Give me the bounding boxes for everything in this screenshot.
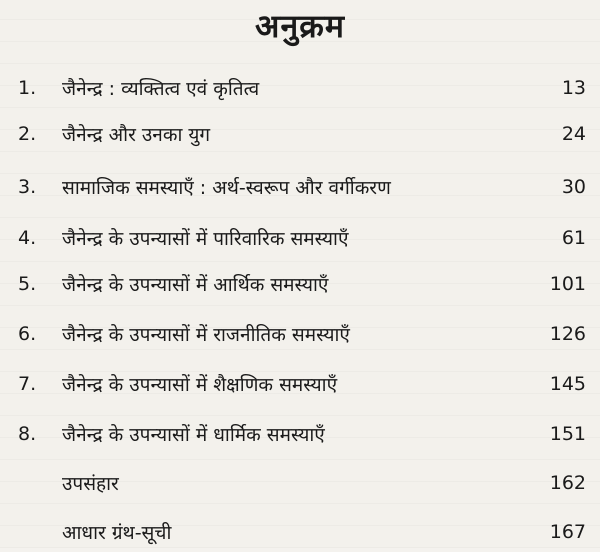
toc-entry-conclusion (0, 463, 600, 503)
entry-number: 4. (18, 227, 37, 249)
toc-entry-bibliography (0, 512, 600, 552)
entry-title: आधार ग्रंथ-सूची (62, 522, 172, 544)
entry-number: 3. (18, 176, 37, 198)
entry-number: 1. (18, 77, 37, 99)
toc-entry-1 (0, 68, 600, 108)
entry-title: उपसंहार (62, 473, 119, 495)
entry-number: 5. (18, 273, 37, 295)
entry-number: 2. (18, 123, 37, 145)
entry-title: जैनेन्द्र के उपन्यासों में धार्मिक समस्याएँ (62, 424, 325, 446)
toc-entry-2 (0, 114, 600, 154)
entry-title: जैनेन्द्र के उपन्यासों में शैक्षणिक समस्याएँ (62, 374, 338, 396)
entry-page-number: 101 (549, 273, 586, 295)
entry-page-number: 145 (549, 373, 586, 395)
entry-title: जैनेन्द्र और उनका युग (62, 124, 211, 146)
entry-title: जैनेन्द्र : व्यक्तित्व एवं कृतित्व (62, 78, 260, 100)
toc-entry-3 (0, 167, 600, 207)
entry-title: सामाजिक समस्याएँ : अर्थ-स्वरूप और वर्गीकरण (62, 177, 391, 199)
entry-page-number: 30 (561, 176, 586, 198)
toc-entry-8 (0, 414, 600, 454)
entry-page-number: 151 (549, 423, 586, 445)
entry-number: 8. (18, 423, 37, 445)
entry-number: 6. (18, 323, 37, 345)
entry-page-number: 61 (561, 227, 586, 249)
entry-number: 7. (18, 373, 37, 395)
entry-page-number: 13 (561, 77, 586, 99)
entry-title: जैनेन्द्र के उपन्यासों में पारिवारिक समस्याएँ (62, 228, 349, 250)
entry-page-number: 24 (561, 123, 586, 145)
entry-title: जैनेन्द्र के उपन्यासों में आर्थिक समस्याएँ (62, 274, 329, 296)
entry-page-number: 126 (549, 323, 586, 345)
toc-entry-6 (0, 314, 600, 354)
entry-page-number: 167 (549, 521, 586, 543)
toc-entry-7 (0, 364, 600, 404)
entry-title: जैनेन्द्र के उपन्यासों में राजनीतिक समस्याएँ (62, 324, 350, 346)
toc-entry-4 (0, 218, 600, 258)
toc-entry-5 (0, 264, 600, 304)
page-title: अनुक्रम (255, 7, 345, 45)
entry-page-number: 162 (549, 472, 586, 494)
